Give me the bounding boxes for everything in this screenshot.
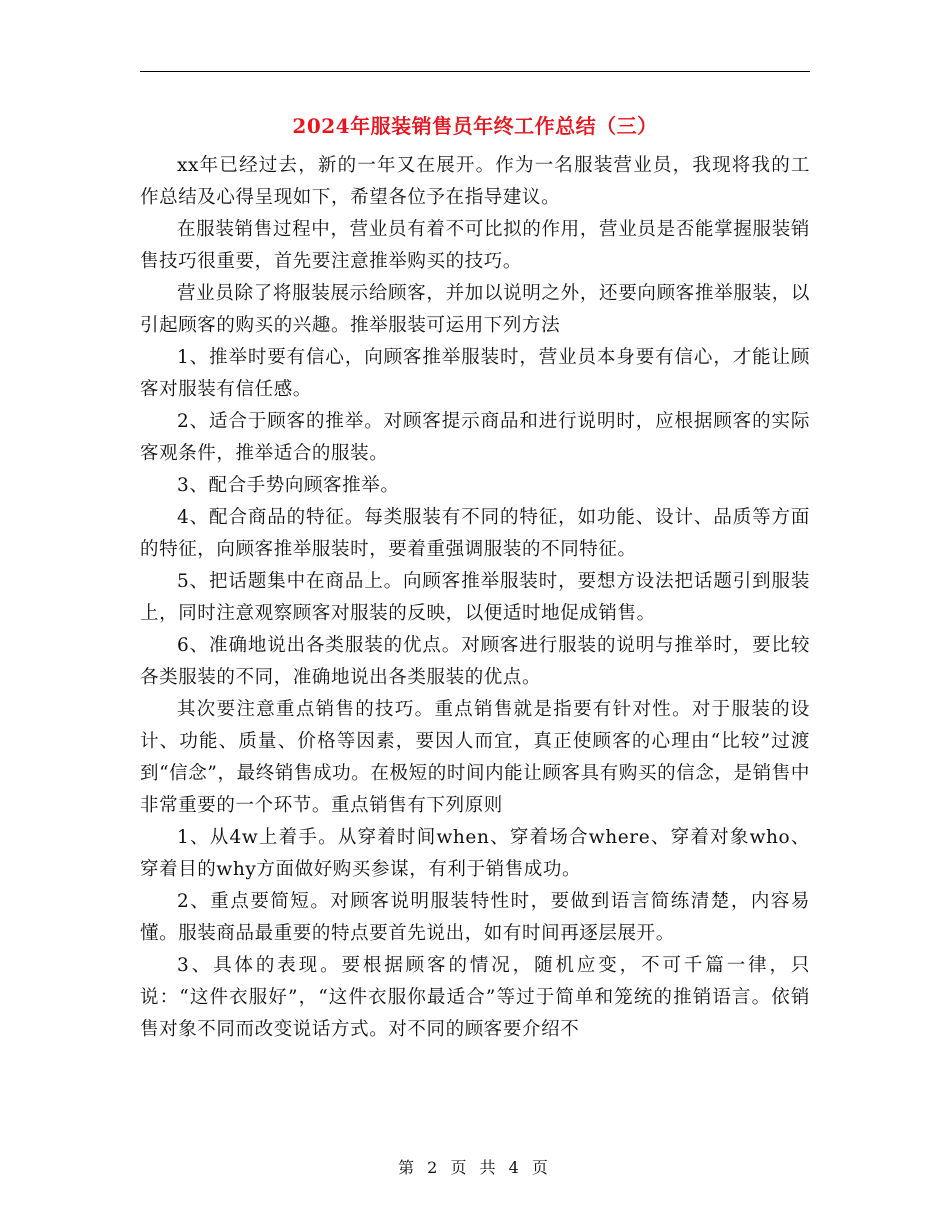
paragraph: 4、配合商品的特征。每类服装有不同的特征，如功能、设计、品质等方面的特征，向顾客推举服装时，要着重强调服装的不同特征。 xyxy=(140,507,810,560)
paragraph: 2、重点要简短。对顾客说明服装特性时，要做到语言简练清楚，内容易懂。服装商品最重要的特点要首先说出，如有时间再逐层展开。 xyxy=(140,891,810,944)
paragraph: 在服装销售过程中，营业员有着不可比拟的作用，营业员是否能掌握服装销售技巧很重要，首先要注意推举购买的技巧。 xyxy=(140,219,810,272)
header-rule xyxy=(140,71,810,72)
paragraph: 1、从4w上着手。从穿着时间when、穿着场合where、穿着对象who、穿着目的why方面做好购买参谋，有利于销售成功。 xyxy=(140,827,810,880)
paragraph: 3、配合手势向顾客推举。 xyxy=(177,475,400,496)
paragraph: xx年已经过去，新的一年又在展开。作为一名服装营业员，我现将我的工作总结及心得呈现如下，希望各位予在指导建议。 xyxy=(140,155,810,208)
paragraph: 其次要注意重点销售的技巧。重点销售就是指要有针对性。对于服装的设计、功能、质量、价格等因素，要因人而宜，真正使顾客的心理由“比较”过渡到“信念”，最终销售成功。在极短的时间内能让顾客具有购买的信念，是销售中非常重要的一个环节。重点销售有下列原则 xyxy=(140,699,810,816)
paragraph: 5、把话题集中在商品上。向顾客推举服装时，要想方设法把话题引到服装上，同时注意观察顾客对服装的反映，以便适时地促成销售。 xyxy=(140,571,810,624)
document-body xyxy=(140,150,810,1046)
paragraph: 1、推举时要有信心，向顾客推举服装时，营业员本身要有信心，才能让顾客对服装有信任感。 xyxy=(140,347,810,400)
document-title: 2024年服装销售员年终工作总结（三） xyxy=(292,114,658,138)
page-number-footer: 第 2 页 共 4 页 xyxy=(398,1158,552,1177)
paragraph: 营业员除了将服装展示给顾客，并加以说明之外，还要向顾客推举服装，以引起顾客的购买的兴趣。推举服装可运用下列方法 xyxy=(140,283,810,336)
paragraph: 2、适合于顾客的推举。对顾客提示商品和进行说明时，应根据顾客的实际客观条件，推举适合的服装。 xyxy=(140,411,810,464)
paragraph: 3、具体的表现。要根据顾客的情况，随机应变，不可千篇一律，只说：“这件衣服好”，“这件衣服你最适合”等过于简单和笼统的推销语言。依销售对象不同而改变说话方式。对不同的顾客要介绍不 xyxy=(140,955,810,1040)
paragraph: 6、准确地说出各类服装的优点。对顾客进行服装的说明与推举时，要比较各类服装的不同，准确地说出各类服装的优点。 xyxy=(140,635,810,688)
